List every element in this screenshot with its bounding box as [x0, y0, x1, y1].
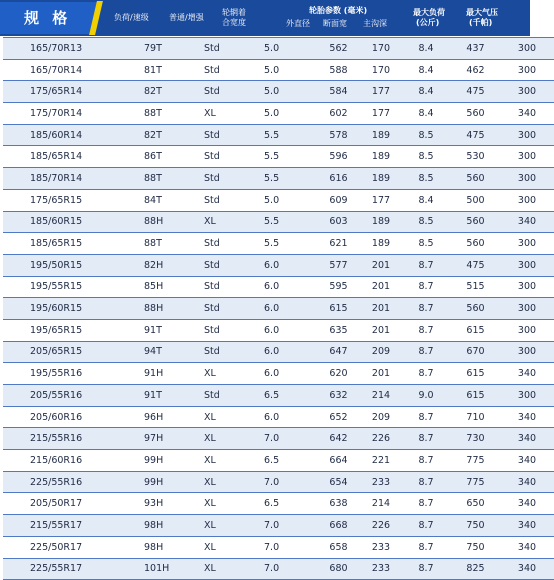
load-speed-cell: 85H [144, 276, 204, 298]
section-width-cell: 177 [361, 81, 401, 103]
type-cell: Std [204, 124, 264, 146]
outer-diameter-cell: 588 [316, 59, 361, 81]
table-row [3, 406, 554, 428]
outer-diameter-cell: 602 [316, 103, 361, 125]
load-speed-cell: 91T [144, 385, 204, 407]
tread-depth-cell: 8.7 [401, 319, 451, 341]
table-row [3, 211, 554, 233]
section-width-cell: 201 [361, 254, 401, 276]
load-speed-cell: 82H [144, 254, 204, 276]
table-row [3, 81, 554, 103]
rim-width-cell: 5.0 [264, 189, 316, 211]
max-load-cell: 615 [451, 319, 500, 341]
max-pressure-column-header-line2: (千帕) [469, 18, 493, 27]
tread-depth-cell: 8.5 [401, 211, 451, 233]
load-speed-cell: 99H [144, 471, 204, 493]
tread-depth-cell: 8.4 [401, 103, 451, 125]
spec-cell: 185/65R15 [3, 233, 144, 255]
table-row [3, 363, 554, 385]
rim-width-cell: 6.5 [264, 493, 316, 515]
max-pressure-cell: 300 [500, 81, 554, 103]
spec-cell: 215/55R16 [3, 428, 144, 450]
max-load-cell: 530 [451, 146, 500, 168]
type-cell: Std [204, 168, 264, 190]
table-row [3, 38, 554, 60]
type-cell: XL [204, 363, 264, 385]
load-speed-cell: 96H [144, 406, 204, 428]
table-row [3, 168, 554, 190]
section-width-cell: 189 [361, 168, 401, 190]
type-cell: XL [204, 211, 264, 233]
spec-cell: 195/55R15 [3, 276, 144, 298]
table-row [3, 319, 554, 341]
spec-cell: 185/60R14 [3, 124, 144, 146]
rim-width-cell: 7.0 [264, 558, 316, 580]
max-pressure-cell: 340 [500, 428, 554, 450]
tread-depth-cell: 8.7 [401, 493, 451, 515]
spec-cell: 195/50R15 [3, 254, 144, 276]
table-row [3, 103, 554, 125]
rim-width-cell: 6.0 [264, 298, 316, 320]
outer-diameter-cell: 609 [316, 189, 361, 211]
outer-diameter-cell: 635 [316, 319, 361, 341]
load-speed-cell: 101H [144, 558, 204, 580]
max-load-cell: 710 [451, 406, 500, 428]
section-width-cell: 189 [361, 146, 401, 168]
outer-diameter-cell: 596 [316, 146, 361, 168]
section-width-cell: 201 [361, 276, 401, 298]
max-pressure-cell: 300 [500, 385, 554, 407]
type-cell: Std [204, 81, 264, 103]
tread-depth-cell: 8.7 [401, 406, 451, 428]
rim-width-cell: 7.0 [264, 428, 316, 450]
max-load-cell: 730 [451, 428, 500, 450]
rim-width-cell: 6.0 [264, 406, 316, 428]
rim-width-cell: 5.0 [264, 59, 316, 81]
section-width-cell: 209 [361, 406, 401, 428]
spec-cell: 165/70R14 [3, 59, 144, 81]
tread-depth-cell: 8.4 [401, 59, 451, 81]
type-cell: Std [204, 319, 264, 341]
tire-spec-table [3, 37, 554, 580]
load-speed-cell: 98H [144, 536, 204, 558]
load-speed-cell: 98H [144, 515, 204, 537]
spec-cell: 225/55R17 [3, 558, 144, 580]
max-pressure-cell: 300 [500, 59, 554, 81]
tread-depth-cell: 8.5 [401, 168, 451, 190]
table-row [3, 428, 554, 450]
tread-depth-cell: 8.4 [401, 189, 451, 211]
max-pressure-column-header-line1: 最大气压 [466, 8, 498, 17]
max-pressure-cell: 300 [500, 168, 554, 190]
load-speed-cell: 88H [144, 298, 204, 320]
max-load-cell: 560 [451, 168, 500, 190]
outer-diameter-cell: 668 [316, 515, 361, 537]
type-cell: Std [204, 146, 264, 168]
outer-diameter-cell: 577 [316, 254, 361, 276]
max-pressure-cell: 300 [500, 319, 554, 341]
section-width-cell: 233 [361, 471, 401, 493]
tread-depth-cell: 8.7 [401, 298, 451, 320]
section-width-cell: 226 [361, 515, 401, 537]
rim-width-cell: 5.5 [264, 233, 316, 255]
max-load-cell: 750 [451, 536, 500, 558]
tire-dimensions-group-header: 轮胎参数 (毫米) [309, 6, 368, 15]
load-speed-cell: 88T [144, 233, 204, 255]
section-width-cell: 189 [361, 124, 401, 146]
max-pressure-cell: 340 [500, 406, 554, 428]
table-row [3, 515, 554, 537]
table-row [3, 254, 554, 276]
section-width-cell: 170 [361, 59, 401, 81]
type-cell: Std [204, 298, 264, 320]
max-pressure-cell: 340 [500, 493, 554, 515]
section-width-cell: 226 [361, 428, 401, 450]
max-load-cell: 615 [451, 363, 500, 385]
tread-depth-cell: 8.7 [401, 536, 451, 558]
tread-depth-cell: 8.7 [401, 558, 451, 580]
tread-depth-cell: 8.7 [401, 428, 451, 450]
max-load-cell: 462 [451, 59, 500, 81]
load-speed-cell: 82T [144, 124, 204, 146]
outer-diameter-cell: 578 [316, 124, 361, 146]
table-row [3, 558, 554, 580]
tread-depth-cell: 8.7 [401, 471, 451, 493]
outer-diameter-cell: 654 [316, 471, 361, 493]
rim-width-cell: 5.5 [264, 124, 316, 146]
outer-diameter-cell: 620 [316, 363, 361, 385]
rim-width-cell: 6.5 [264, 450, 316, 472]
section-width-cell: 209 [361, 341, 401, 363]
section-width-cell: 214 [361, 493, 401, 515]
section-width-cell: 201 [361, 319, 401, 341]
rim-width-cell: 5.5 [264, 211, 316, 233]
rim-width-cell: 6.5 [264, 385, 316, 407]
max-load-cell: 560 [451, 103, 500, 125]
max-load-column-header-line1: 最大负荷 [413, 8, 445, 17]
rim-width-column-header-line2: 合宽度 [222, 18, 246, 27]
max-pressure-cell: 340 [500, 471, 554, 493]
type-cell: XL [204, 471, 264, 493]
max-pressure-cell: 300 [500, 298, 554, 320]
outer-diameter-cell: 584 [316, 81, 361, 103]
section-width-cell: 214 [361, 385, 401, 407]
outer-diameter-cell: 562 [316, 38, 361, 60]
max-load-cell: 670 [451, 341, 500, 363]
type-cell: XL [204, 493, 264, 515]
type-cell: Std [204, 385, 264, 407]
max-pressure-cell: 340 [500, 536, 554, 558]
standard-reinforced-column-header: 普通/增强 [169, 13, 204, 22]
tread-depth-cell: 8.7 [401, 450, 451, 472]
spec-cell: 205/60R16 [3, 406, 144, 428]
spec-cell: 185/60R15 [3, 211, 144, 233]
max-load-cell: 437 [451, 38, 500, 60]
section-width-cell: 189 [361, 233, 401, 255]
max-pressure-cell: 300 [500, 341, 554, 363]
load-speed-cell: 93H [144, 493, 204, 515]
spec-cell: 215/55R17 [3, 515, 144, 537]
tread-depth-cell: 8.7 [401, 363, 451, 385]
outer-diameter-cell: 658 [316, 536, 361, 558]
max-pressure-cell: 340 [500, 363, 554, 385]
outer-diameter-cell: 621 [316, 233, 361, 255]
table-row [3, 59, 554, 81]
max-load-cell: 775 [451, 471, 500, 493]
spec-cell: 215/60R16 [3, 450, 144, 472]
max-load-cell: 500 [451, 189, 500, 211]
type-cell: XL [204, 515, 264, 537]
rim-width-cell: 5.5 [264, 146, 316, 168]
tread-depth-cell: 8.7 [401, 341, 451, 363]
rim-width-cell: 6.0 [264, 276, 316, 298]
spec-column-header: 规 格 [24, 9, 72, 27]
rim-width-cell: 5.0 [264, 81, 316, 103]
section-width-cell: 177 [361, 189, 401, 211]
type-cell: Std [204, 233, 264, 255]
spec-cell: 185/70R14 [3, 168, 144, 190]
table-row [3, 146, 554, 168]
rim-width-cell: 7.0 [264, 536, 316, 558]
table-row [3, 276, 554, 298]
section-width-cell: 189 [361, 211, 401, 233]
type-cell: XL [204, 536, 264, 558]
max-load-cell: 825 [451, 558, 500, 580]
max-load-cell: 515 [451, 276, 500, 298]
spec-cell: 225/55R16 [3, 471, 144, 493]
table-row [3, 341, 554, 363]
load-speed-cell: 99H [144, 450, 204, 472]
max-pressure-cell: 340 [500, 558, 554, 580]
outer-diameter-cell: 616 [316, 168, 361, 190]
rim-width-cell: 6.0 [264, 319, 316, 341]
spec-cell: 205/50R17 [3, 493, 144, 515]
max-pressure-cell: 340 [500, 103, 554, 125]
tread-depth-cell: 8.5 [401, 124, 451, 146]
max-pressure-cell: 340 [500, 211, 554, 233]
tread-depth-cell: 9.0 [401, 385, 451, 407]
section-width-cell: 170 [361, 38, 401, 60]
type-cell: Std [204, 59, 264, 81]
type-cell: XL [204, 428, 264, 450]
type-cell: XL [204, 103, 264, 125]
max-load-cell: 560 [451, 233, 500, 255]
max-load-cell: 475 [451, 124, 500, 146]
type-cell: Std [204, 341, 264, 363]
load-speed-cell: 91T [144, 319, 204, 341]
type-cell: Std [204, 189, 264, 211]
max-load-cell: 775 [451, 450, 500, 472]
rim-width-cell: 7.0 [264, 515, 316, 537]
spec-cell: 195/60R15 [3, 298, 144, 320]
table-row [3, 124, 554, 146]
max-load-cell: 475 [451, 254, 500, 276]
type-cell: XL [204, 558, 264, 580]
max-load-column-header-line2: (公斤) [416, 18, 440, 27]
outer-diameter-cell: 603 [316, 211, 361, 233]
outer-diameter-cell: 632 [316, 385, 361, 407]
rim-width-cell: 6.0 [264, 363, 316, 385]
spec-cell: 225/50R17 [3, 536, 144, 558]
load-speed-cell: 88H [144, 211, 204, 233]
load-speed-cell: 86T [144, 146, 204, 168]
outer-diameter-cell: 642 [316, 428, 361, 450]
outer-diameter-cell: 680 [316, 558, 361, 580]
max-pressure-cell: 300 [500, 276, 554, 298]
outer-diameter-cell: 595 [316, 276, 361, 298]
load-speed-column-header: 负荷/速级 [114, 13, 149, 22]
max-pressure-cell: 340 [500, 450, 554, 472]
tread-depth-cell: 8.4 [401, 38, 451, 60]
table-row [3, 298, 554, 320]
table-row [3, 385, 554, 407]
max-pressure-cell: 300 [500, 38, 554, 60]
tread-depth-cell: 8.7 [401, 515, 451, 537]
load-speed-cell: 97H [144, 428, 204, 450]
type-cell: Std [204, 38, 264, 60]
table-row [3, 233, 554, 255]
load-speed-cell: 79T [144, 38, 204, 60]
max-load-cell: 750 [451, 515, 500, 537]
max-pressure-cell: 300 [500, 124, 554, 146]
table-row [3, 471, 554, 493]
type-cell: XL [204, 450, 264, 472]
section-width-cell: 233 [361, 536, 401, 558]
rim-width-cell: 5.0 [264, 38, 316, 60]
rim-width-cell: 5.5 [264, 168, 316, 190]
max-load-cell: 615 [451, 385, 500, 407]
spec-cell: 175/70R14 [3, 103, 144, 125]
outer-diameter-column-header: 外直径 [286, 19, 310, 28]
outer-diameter-cell: 647 [316, 341, 361, 363]
spec-cell: 205/55R16 [3, 385, 144, 407]
tread-depth-cell: 8.5 [401, 146, 451, 168]
load-speed-cell: 81T [144, 59, 204, 81]
type-cell: Std [204, 254, 264, 276]
spec-cell: 175/65R15 [3, 189, 144, 211]
load-speed-cell: 94T [144, 341, 204, 363]
outer-diameter-cell: 652 [316, 406, 361, 428]
tread-depth-cell: 8.7 [401, 254, 451, 276]
outer-diameter-cell: 664 [316, 450, 361, 472]
load-speed-cell: 82T [144, 81, 204, 103]
max-pressure-cell: 300 [500, 254, 554, 276]
load-speed-cell: 91H [144, 363, 204, 385]
max-pressure-cell: 340 [500, 515, 554, 537]
table-row [3, 493, 554, 515]
spec-cell: 165/70R13 [3, 38, 144, 60]
section-width-cell: 201 [361, 298, 401, 320]
tire-spec-table-body [3, 38, 554, 580]
rim-width-cell: 6.0 [264, 341, 316, 363]
rim-width-cell: 7.0 [264, 471, 316, 493]
rim-width-cell: 6.0 [264, 254, 316, 276]
max-load-cell: 475 [451, 81, 500, 103]
tread-depth-cell: 8.7 [401, 276, 451, 298]
table-row [3, 536, 554, 558]
section-width-column-header: 断面宽 [323, 19, 347, 28]
spec-cell: 205/65R15 [3, 341, 144, 363]
spec-cell: 175/65R14 [3, 81, 144, 103]
max-load-cell: 560 [451, 211, 500, 233]
outer-diameter-cell: 638 [316, 493, 361, 515]
rim-width-cell: 5.0 [264, 103, 316, 125]
spec-cell: 195/55R16 [3, 363, 144, 385]
type-cell: Std [204, 276, 264, 298]
tread-depth-column-header: 主沟深 [363, 19, 387, 28]
load-speed-cell: 88T [144, 168, 204, 190]
tread-depth-cell: 8.5 [401, 233, 451, 255]
table-row [3, 189, 554, 211]
max-pressure-cell: 300 [500, 189, 554, 211]
section-width-cell: 221 [361, 450, 401, 472]
max-pressure-cell: 300 [500, 233, 554, 255]
max-load-cell: 650 [451, 493, 500, 515]
rim-width-column-header-line1: 轮辋着 [222, 8, 246, 17]
table-row [3, 450, 554, 472]
tread-depth-cell: 8.4 [401, 81, 451, 103]
load-speed-cell: 88T [144, 103, 204, 125]
max-pressure-cell: 300 [500, 146, 554, 168]
max-load-cell: 560 [451, 298, 500, 320]
section-width-cell: 201 [361, 363, 401, 385]
spec-cell: 185/65R14 [3, 146, 144, 168]
section-width-cell: 177 [361, 103, 401, 125]
type-cell: XL [204, 406, 264, 428]
section-width-cell: 233 [361, 558, 401, 580]
table-header [0, 0, 530, 36]
load-speed-cell: 84T [144, 189, 204, 211]
spec-cell: 195/65R15 [3, 319, 144, 341]
outer-diameter-cell: 615 [316, 298, 361, 320]
